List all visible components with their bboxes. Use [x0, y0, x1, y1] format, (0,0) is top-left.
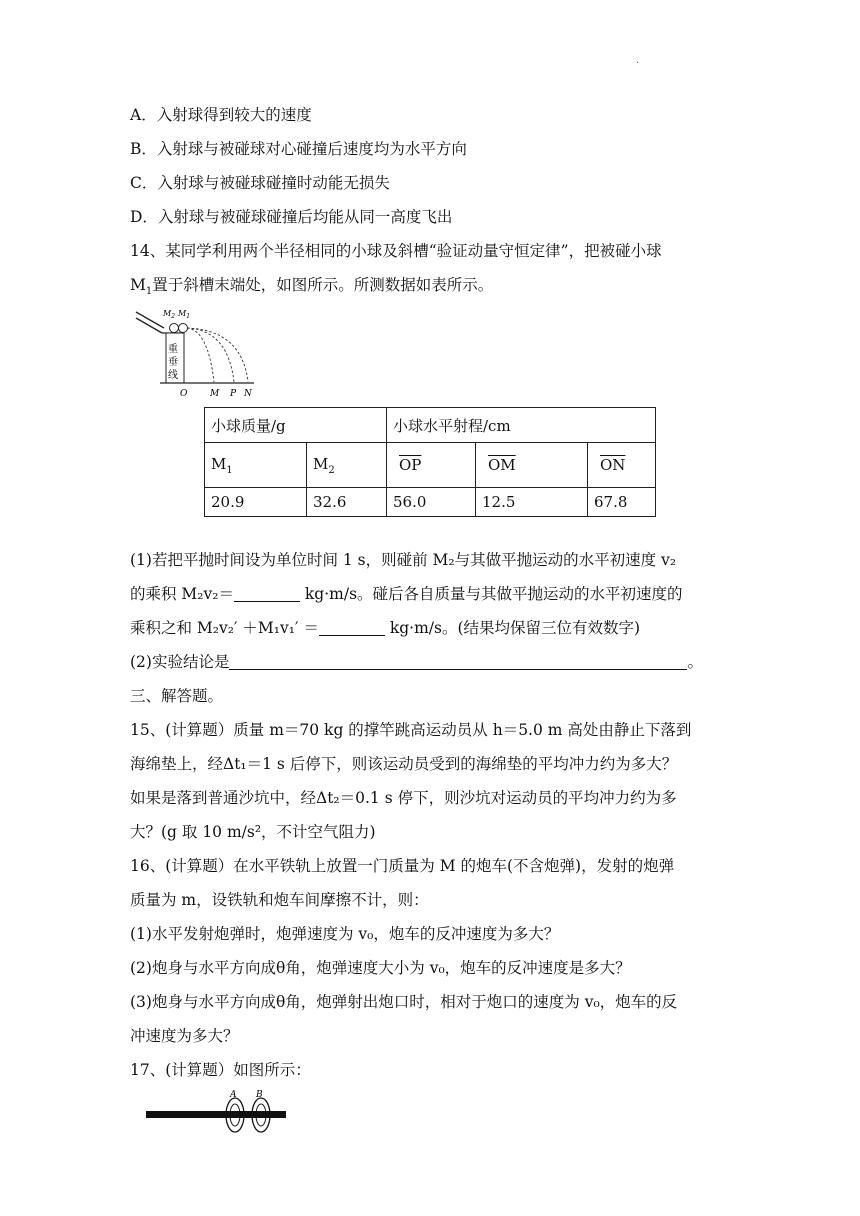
label-m1: $M_1$: [178, 309, 191, 320]
q14-line2: $M_1$置于斜槽末端处，如图所示。所测数据如表所示。: [130, 276, 494, 298]
q16-line5: (3)炮身与水平方向成θ角，炮弹射出炮口时，相对于炮口的速度为 v₀，炮车的反: [130, 993, 678, 1011]
answer-blank-3[interactable]: [229, 653, 687, 670]
label-plumb-2: 垂: [168, 357, 178, 368]
rod-rings-figure: [140, 1086, 290, 1146]
label-p: P: [230, 389, 237, 399]
q16-line1: 16、(计算题）在水平铁轨上放置一门质量为 M 的炮车(不含炮弹)，发射的炮弹: [130, 857, 675, 875]
q15-line3: 如果是落到普通沙坑中，经Δt₂＝0.1 s 停下，则沙坑对运动员的平均冲力约为多: [130, 789, 677, 807]
cell-m2: $M_2$: [307, 443, 387, 488]
q16-line4: (2)炮身与水平方向成θ角，炮弹速度大小为 v₀，炮车的反冲速度是多大？: [130, 959, 631, 977]
option-d: D．入射球与被碰球碰撞后均能从同一高度飞出: [130, 208, 453, 226]
q14-sub2: (2)实验结论是 。: [130, 653, 703, 671]
value-m1: 20.9: [205, 488, 307, 517]
header-range: 小球水平射程/cm: [387, 408, 656, 443]
answer-blank-2[interactable]: [319, 619, 385, 636]
corner-mark: ·: [636, 58, 640, 69]
measurement-table: [204, 407, 656, 517]
q14-sub1-line3: 乘积之和 M₂v₂′ ＋M₁v₁′ ＝ kg·m/s。(结果均保留三位有效数字): [130, 619, 641, 637]
label-o: O: [180, 389, 188, 399]
option-b: B．入射球与被碰球对心碰撞后速度均为水平方向: [130, 140, 467, 158]
value-m2: 32.6: [307, 488, 387, 517]
label-plumb-1: 重: [168, 344, 178, 355]
label-m2: $M_2$: [163, 309, 176, 320]
section-3-heading: 三、解答题。: [130, 687, 224, 705]
q15-line2: 海绵垫上，经Δt₁＝1 s 后停下，则该运动员受到的海绵垫的平均冲力约为多大？: [130, 755, 678, 773]
answer-blank-1[interactable]: [234, 585, 300, 602]
cell-m1: $M_1$: [205, 443, 307, 488]
q15-line4: 大？(g 取 10 m/s²，不计空气阻力): [130, 823, 376, 841]
value-on: 67.8: [588, 488, 656, 517]
q17-line1: 17、(计算题）如图所示：: [130, 1061, 311, 1079]
q14-sub1-line2: 的乘积 M₂v₂＝ kg·m/s。碰后各自质量与其做平抛运动的水平初速度的: [130, 585, 683, 603]
label-m: M: [210, 389, 220, 399]
q16-line6: 冲速度为多大？: [130, 1027, 239, 1045]
q16-line2: 质量为 m，设铁轨和炮车间摩擦不计，则：: [130, 891, 429, 909]
q15-line1: 15、(计算题）质量 m＝70 kg 的撑竿跳高运动员从 h＝5.0 m 高处由静止下落到: [130, 721, 692, 739]
collision-apparatus-figure: [130, 308, 260, 400]
cell-on: $\overline{ON}$: [588, 443, 656, 488]
cell-om: $\overline{OM}$: [476, 443, 588, 488]
label-n: N: [244, 389, 252, 399]
q16-line3: (1)水平发射炮弹时，炮弹速度为 v₀，炮车的反冲速度为多大？: [130, 925, 560, 943]
label-a: A: [230, 1090, 237, 1100]
value-om: 12.5: [476, 488, 588, 517]
option-a: A．入射球得到较大的速度: [130, 106, 312, 124]
q14-sub1-line1: (1)若把平抛时间设为单位时间 1 s，则碰前 M₂与其做平抛运动的水平初速度 v₂: [130, 551, 677, 569]
label-plumb-3: 线: [168, 370, 178, 381]
header-mass: 小球质量/g: [205, 408, 387, 443]
cell-op: $\overline{OP}$: [387, 443, 476, 488]
q14-line1: 14、某同学利用两个半径相同的小球及斜槽“验证动量守恒定律”，把被碰小球: [130, 242, 662, 260]
label-b: B: [256, 1090, 263, 1100]
option-c: C．入射球与被碰球碰撞时动能无损失: [130, 174, 390, 192]
value-op: 56.0: [387, 488, 476, 517]
